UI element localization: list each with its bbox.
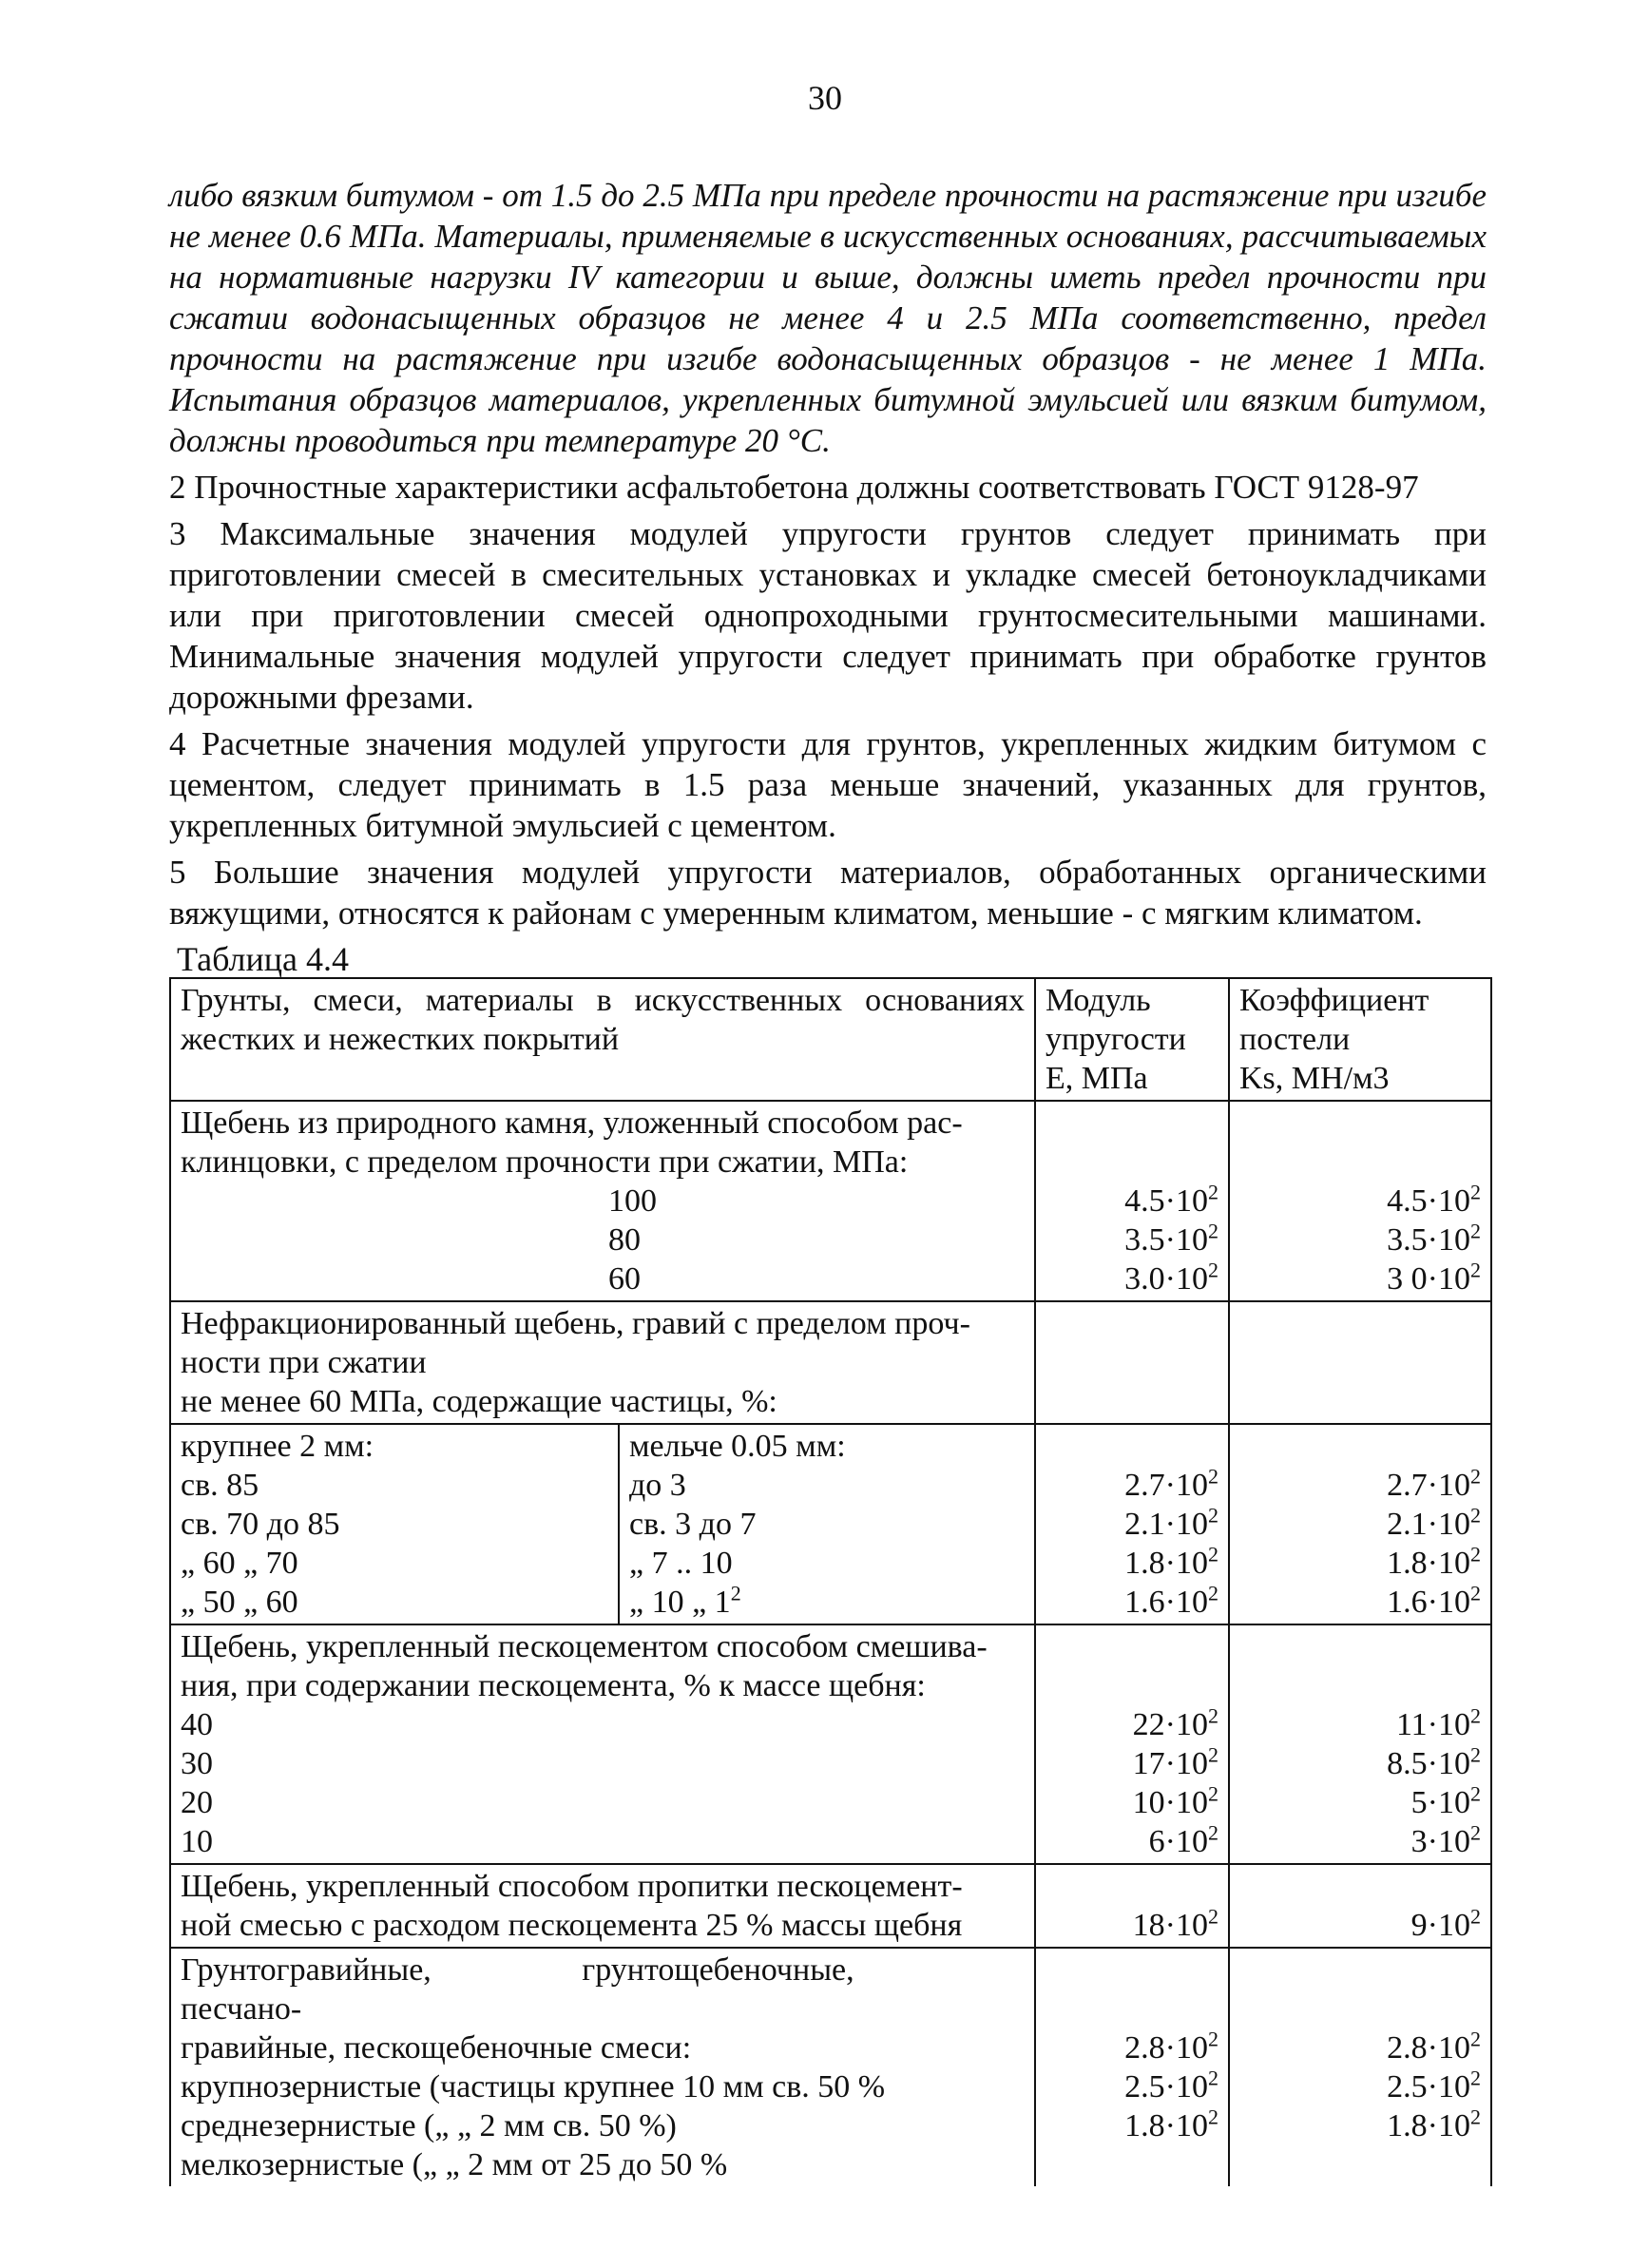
group4-desc: Щебень, укрепленный способом пропитки пескоцемент- ной смесью с расходом пескоцемента 25 % массы щебня bbox=[170, 1864, 1035, 1948]
header-coefficient: Коэффициент постели Ks, МН/м3 bbox=[1229, 978, 1491, 1101]
note-5: 5 Большие значения модулей упругости материалов, обработанных органическими вяжущими, относятся к районам с умеренным климатом, меньшие - с мягким климатом. bbox=[169, 854, 1487, 932]
empty-cell bbox=[1035, 1301, 1229, 1424]
group2-modulus: $2.7\cdot 10^2$ $2.1\cdot 10^2$ $1.8\cdot 10^2$ $1.6\cdot 10^2$ bbox=[1035, 1424, 1229, 1624]
group3-desc: Щебень, укрепленный пескоцементом способом смешива- ния, при содержании пескоцемента, % к массе щебня: 40 30 20 10 bbox=[170, 1624, 1035, 1864]
note-4: 4 Расчетные значения модулей упругости для грунтов, укрепленных жидким битумом с цементом, следует принимать в 1.5 раза меньше значений, указанных для грунтов, укрепленных битумной эмульсией с цементом. bbox=[169, 725, 1487, 844]
group3-coefficient: $11\cdot 10^2$ $8.5\cdot 10^2$ $5\cdot 10^2$ $3\cdot 10^2$ bbox=[1229, 1624, 1491, 1864]
paragraph-continuation: либо вязким битумом - от 1.5 до 2.5 МПа при пределе прочности на растяжение при изгибе не менее 0.6 МПа. Материалы, применяемые в искусственных основаниях, рассчитываемых на нормативные нагрузки IV категории и выше, должны иметь предел прочности при сжатии водонасыщенных образцов не менее 4 и 2.5 МПа соответственно, предел прочности на растяжение при изгибе водонасыщенных образцов - не менее 1 МПа. Испытания образцов материалов, укрепленных битумной эмульсией или вязким битумом, должны проводиться при температуре 20 °С. bbox=[169, 177, 1487, 459]
table-row bbox=[170, 1624, 1491, 1864]
group1-desc: Щебень из природного камня, уложенный способом рас- клинцовки, с пределом прочности при сжатии, МПа: 100 80 60 bbox=[170, 1101, 1035, 1301]
table-row bbox=[170, 1948, 1491, 2186]
table-header-row bbox=[170, 978, 1491, 1101]
group1-coefficient: $4.5\cdot 10^2$ $3.5\cdot 10^2$ 3 $0\cdot 10^2$ bbox=[1229, 1101, 1491, 1301]
table-caption: Таблица 4.4 bbox=[177, 940, 349, 978]
header-modulus: Модуль упругости Е, МПа bbox=[1035, 978, 1229, 1101]
group2-desc: Нефракционированный щебень, гравий с пределом проч- ности при сжатии не менее 60 МПа, содержащие частицы, %: bbox=[170, 1301, 1035, 1424]
group5-coefficient: $2.8\cdot 10^2$ $2.5\cdot 10^2$ $1.8\cdot 10^2$ bbox=[1229, 1948, 1491, 2186]
group4-modulus: $18\cdot 10^2$ bbox=[1035, 1864, 1229, 1948]
group1-modulus: $4.5\cdot 10^2$ $3.5\cdot 10^2$ $3.0\cdot 10^2$ bbox=[1035, 1101, 1229, 1301]
table-row bbox=[170, 1864, 1491, 1948]
empty-cell bbox=[1229, 1301, 1491, 1424]
note-3: 3 Максимальные значения модулей упругости грунтов следует принимать при приготовлении смесей в смесительных установках и укладке смесей бетоноукладчиками или при приготовлении смесей однопроходными грунтосмесительными машинами. Минимальные значения модулей упругости следует принимать при обработке грунтов дорожными фрезами. bbox=[169, 515, 1487, 716]
group5-modulus: $2.8\cdot 10^2$ $2.5\cdot 10^2$ $1.8\cdot 10^2$ bbox=[1035, 1948, 1229, 2186]
table-4-4 bbox=[169, 977, 1492, 2186]
body-text bbox=[169, 175, 1487, 939]
group4-coefficient: $9\cdot 10^2$ bbox=[1229, 1864, 1491, 1948]
group3-modulus: $22\cdot 10^2$ $17\cdot 10^2$ $10\cdot 10^2$ $6\cdot 10^2$ bbox=[1035, 1624, 1229, 1864]
group2-coefficient: $2.7\cdot 10^2$ $2.1\cdot 10^2$ $1.8\cdot 10^2$ $1.6\cdot 10^2$ bbox=[1229, 1424, 1491, 1624]
table-row bbox=[170, 1101, 1491, 1301]
table-row bbox=[170, 1424, 1491, 1624]
group2-subtable: крупнее 2 мм: св. 85 св. 70 до 85 „ 60 „ 70 „ 50 „ 60 мельче 0.05 мм: до 3 св. 3 до 7 „ 7 .. 10 „ 10 „ $1^2$ bbox=[170, 1424, 1035, 1624]
note-2: 2 Прочностные характеристики асфальтобетона должны соответствовать ГОСТ 9128-97 bbox=[169, 469, 1419, 506]
header-materials: Грунты, смеси, материалы в искусственных основаниях жестких и нежестких покрытий bbox=[170, 978, 1035, 1101]
page-number: 30 bbox=[808, 79, 842, 117]
group5-desc: Грунтогравийные, грунтощебеночные, песчано- гравийные, пескощебеночные смеси: крупнозернистые (частицы крупнее 10 мм св. 50 % среднезернистые („ „ 2 мм св. 50 %) мелкозернистые („ „ 2 мм от 25 до 50 % bbox=[170, 1948, 1035, 2186]
table-row bbox=[170, 1301, 1491, 1424]
